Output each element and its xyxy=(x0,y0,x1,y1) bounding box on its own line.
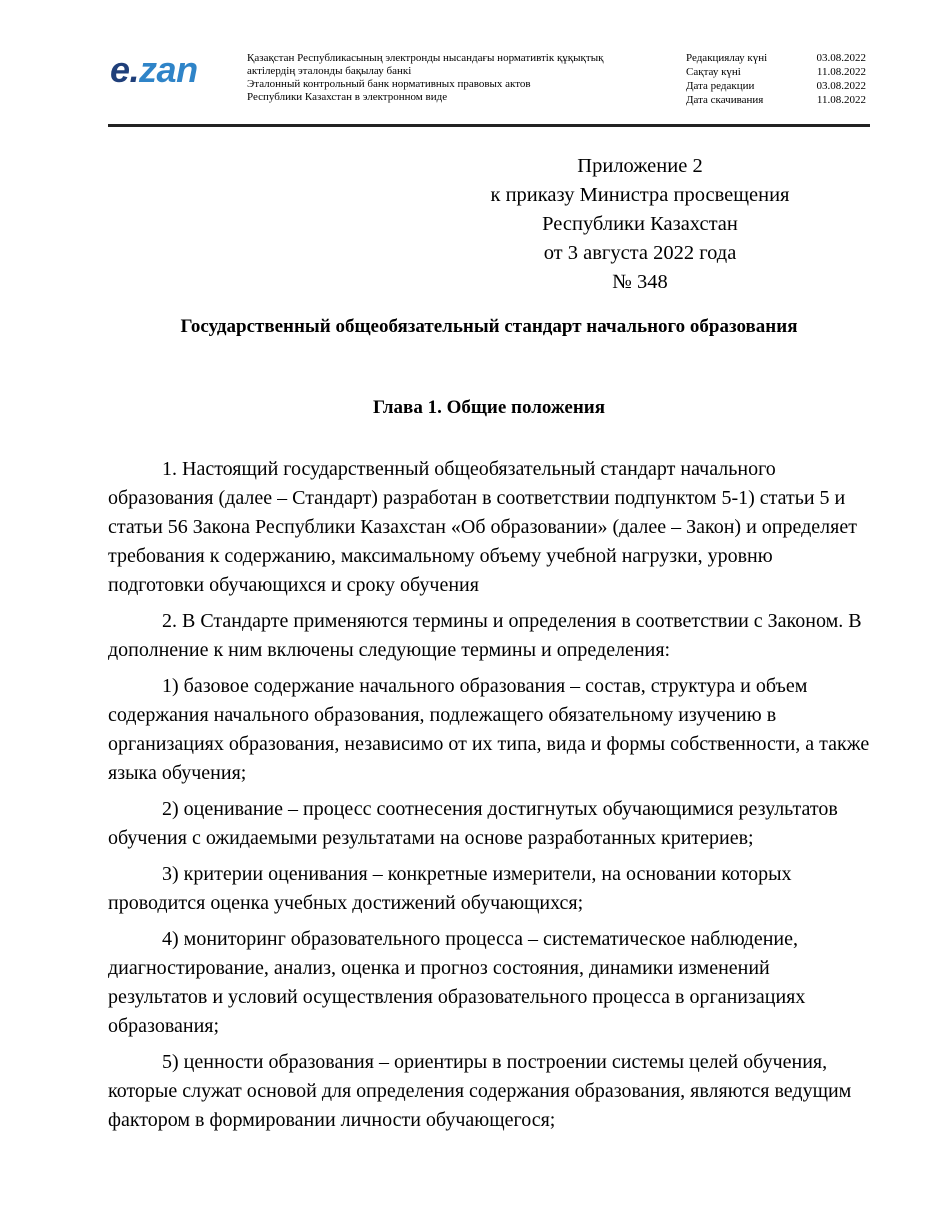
appendix-line: от 3 августа 2022 года xyxy=(543,242,737,264)
date-value: 03.08.2022 xyxy=(816,80,866,92)
date-row xyxy=(686,93,866,107)
header-description-line: Эталонный контрольный банк нормативных правовых актов xyxy=(247,78,531,90)
date-label: Сақтау күні xyxy=(686,66,741,78)
date-value: 03.08.2022 xyxy=(816,52,866,64)
chapter-heading: Глава 1. Общие положения xyxy=(372,397,606,418)
date-row xyxy=(686,51,866,65)
header-dates xyxy=(686,51,866,107)
date-row xyxy=(686,79,866,93)
document-title: Государственный общеобязательный стандарт начального образования xyxy=(180,316,798,337)
paragraph: 1) базовое содержание начального образования – состав, структура и объем содержания начального образования, подлежащего обязательному изучению в организациях образования, независимо от их типа, вида и формы собственности, а также языка обучения; xyxy=(108,675,870,784)
paragraph: 2. В Стандарте применяются термины и определения в соответствии с Законом. В дополнение к ним включены следующие термины и определения: xyxy=(108,610,862,661)
appendix-line: к приказу Министра просвещения xyxy=(490,184,790,206)
paragraph: 3) критерии оценивания – конкретные измерители, на основании которых проводится оценка учебных достижений обучающихся; xyxy=(108,863,792,914)
paragraph: 1. Настоящий государственный общеобязательный стандарт начального образования (далее – Стандарт) разработан в соответствии подпунктом 5-1) статьи 5 и статьи 56 Закона Республики Казахстан «Об образовании» (далее – Закон) и определяет требования к содержанию, максимальному объему учебной нагрузки, уровню подготовки обучающихся и сроку обучения xyxy=(108,458,857,596)
appendix-line: № 348 xyxy=(612,271,668,293)
header-description-line: Республики Казахстан в электронном виде xyxy=(247,91,448,103)
date-label: Редакциялау күні xyxy=(686,52,768,64)
logo-dot: . xyxy=(129,49,140,90)
date-value: 11.08.2022 xyxy=(816,94,866,106)
logo-e: e xyxy=(110,49,130,90)
appendix-line: Приложение 2 xyxy=(577,155,703,177)
logo-zan: zan xyxy=(139,49,198,90)
paragraph: 2) оценивание – процесс соотнесения достигнутых обучающимися результатов обучения с ожидаемыми результатами на основе разработанных критериев; xyxy=(108,798,838,849)
date-label: Дата редакции xyxy=(686,80,755,92)
appendix-line: Республики Казахстан xyxy=(542,213,738,235)
date-row xyxy=(686,65,866,79)
date-label: Дата скачивания xyxy=(686,94,764,106)
header-divider xyxy=(108,124,870,127)
appendix-block xyxy=(440,152,840,297)
paragraph: 4) мониторинг образовательного процесса – систематическое наблюдение, диагностирование, анализ, оценка и прогноз состояния, динамики изменений результатов и условий осуществления образовательного процесса в организациях образования; xyxy=(108,928,806,1037)
document-body xyxy=(108,455,870,1142)
date-value: 11.08.2022 xyxy=(816,66,866,78)
paragraph: 5) ценности образования – ориентиры в построении системы целей обучения, которые служат основой для определения содержания образования, являются ведущим фактором в формировании личности обучающегося; xyxy=(108,1051,852,1131)
header-description-line: актілердің эталонды бақылау банкі xyxy=(247,65,412,77)
header-description-line: Қазақстан Республикасының электронды нысандағы нормативтік құқықтық xyxy=(247,52,604,64)
header-description xyxy=(247,52,667,104)
ezan-logo xyxy=(110,49,198,90)
